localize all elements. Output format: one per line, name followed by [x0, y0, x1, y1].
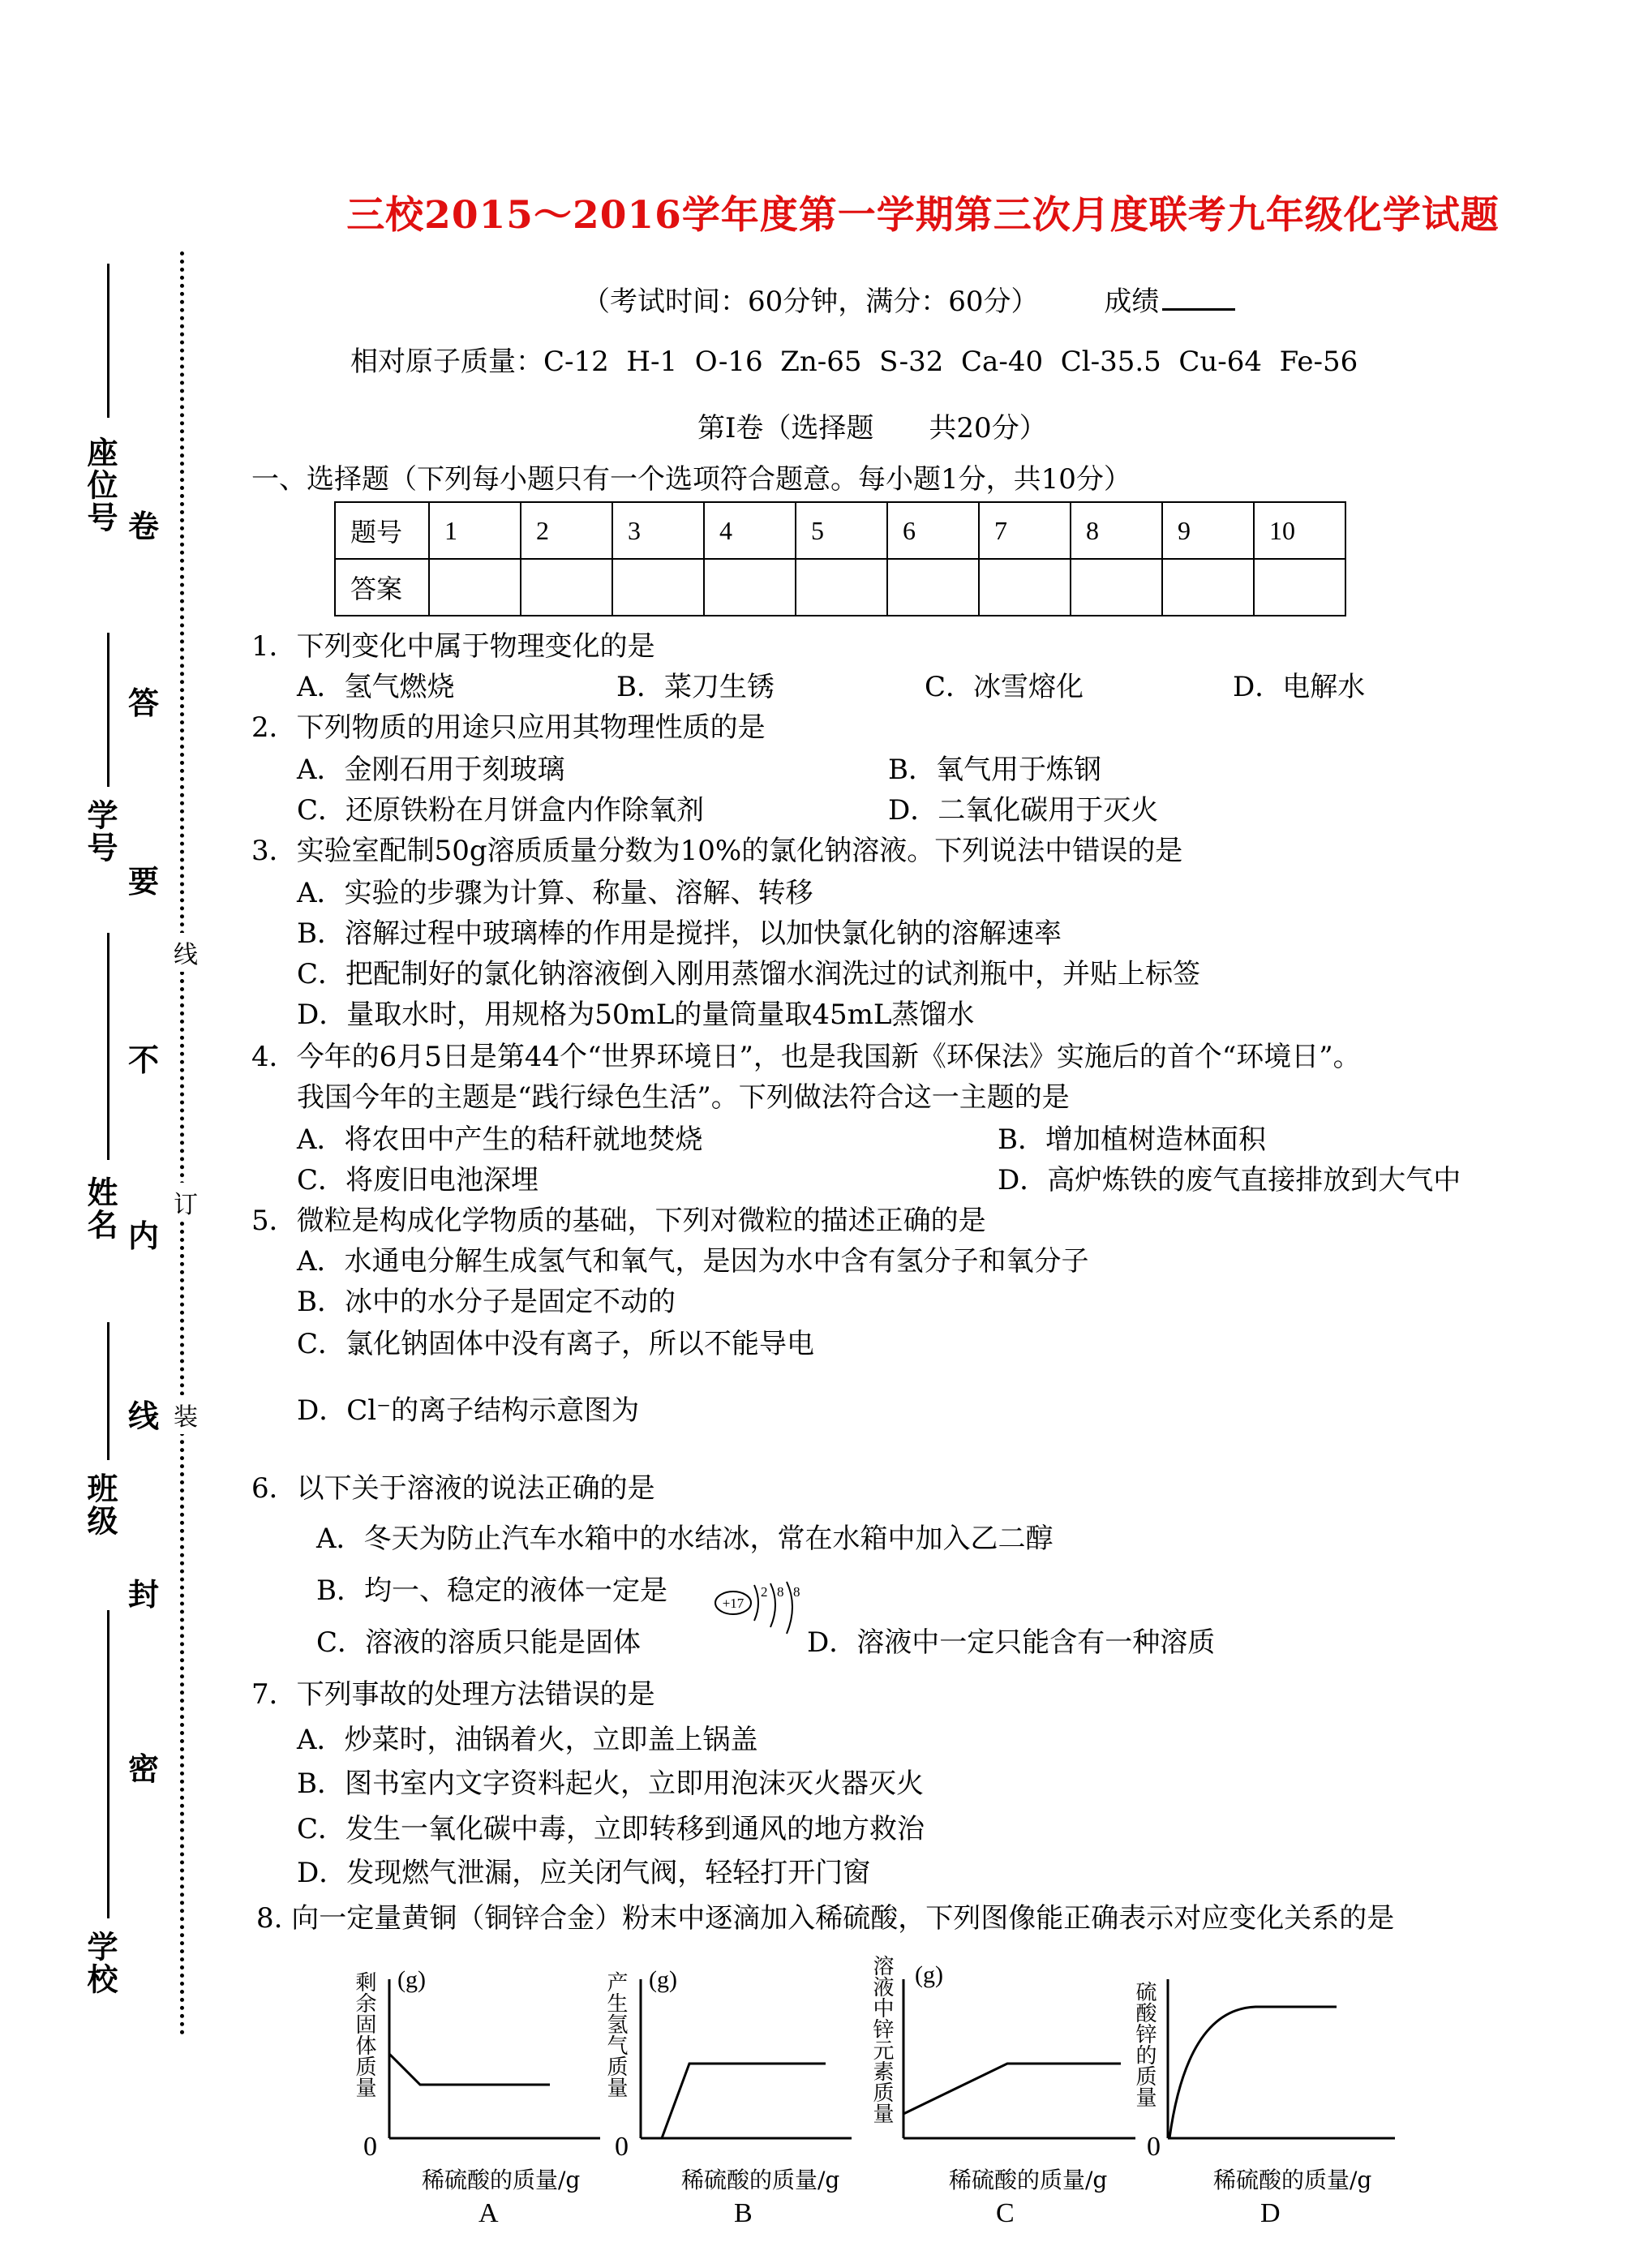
- q2-option-b: B．氧气用于炼钢: [888, 754, 1101, 786]
- chart-b-unit: (g): [649, 1966, 677, 1993]
- q3-option-a: A．实验的步骤为计算、称量、溶解、转移: [297, 877, 813, 909]
- chart-a-label: A: [478, 2198, 499, 2228]
- q5-option-b: B．冰中的水分子是固定不动的: [297, 1286, 676, 1318]
- seal-char-2: 答: [128, 685, 160, 721]
- chart-a-curve: [389, 2054, 550, 2085]
- answer-table-number: 3: [612, 502, 704, 559]
- q3-option-b: B．溶解过程中玻璃棒的作用是搅拌，以加快氯化钠的溶解速率: [297, 917, 1062, 950]
- chart-c-plot: [902, 1979, 1135, 2141]
- answer-table-number: 1: [429, 502, 521, 559]
- chart-a-origin: 0: [363, 2132, 377, 2162]
- q7-stem: 7．下列事故的处理方法错误的是: [251, 1678, 655, 1711]
- answer-table-row-numbers: [335, 502, 1345, 559]
- shell-arc-2: [770, 1583, 775, 1627]
- chart-d-origin: 0: [1147, 2132, 1161, 2162]
- answer-table-answer-label: 答案: [335, 559, 429, 616]
- q2-option-c: C．还原铁粉在月饼盒内作除氧剂: [297, 794, 705, 827]
- answer-cell[interactable]: [796, 559, 887, 616]
- shell-arc-3: [787, 1582, 792, 1634]
- shell-electrons-1: 2: [761, 1584, 768, 1600]
- seal-char-5: 内: [128, 1218, 160, 1254]
- seal-char-1: 卷: [128, 508, 160, 544]
- q2-option-d: D．二氧化碳用于灭火: [888, 794, 1159, 827]
- chart-c-ylabel: 溶液中锌元素质量: [869, 1955, 894, 2124]
- answer-table-number: 9: [1162, 502, 1254, 559]
- chart-c-label: C: [996, 2198, 1015, 2228]
- chloride-ion-diagram: [712, 1580, 808, 1637]
- shell-electrons-2: 8: [777, 1584, 784, 1600]
- q7-option-b: B．图书室内文字资料起火，立即用泡沫灭火器灭火: [297, 1768, 924, 1800]
- chart-c-unit: (g): [915, 1961, 943, 1988]
- blank-name: [107, 933, 109, 1160]
- answer-cell[interactable]: [704, 559, 796, 616]
- chart-b-curve: [662, 2064, 826, 2138]
- answer-cell[interactable]: [521, 559, 612, 616]
- blank-school: [107, 1610, 109, 1918]
- chart-b-ylabel: 产生氢气质量: [603, 1971, 628, 2098]
- answer-table-number: 8: [1071, 502, 1162, 559]
- answer-table-number: 10: [1254, 502, 1345, 559]
- answer-table: [334, 501, 1346, 616]
- chart-a-ylabel: 剩余固体质量: [352, 1971, 376, 2098]
- section1-heading: 一、选择题（下列每小题只有一个选项符合题意。每小题1分，共10分）: [251, 463, 1131, 496]
- chart-a-plot: [388, 1979, 600, 2141]
- label-school: 学校: [82, 1931, 118, 1995]
- q3-option-c: C．把配制好的氯化钠溶液倒入刚用蒸馏水润洗过的试剂瓶中，并贴上标签: [297, 958, 1201, 990]
- q1-stem: 1．下列变化中属于物理变化的是: [251, 630, 655, 663]
- answer-table-number: 6: [887, 502, 979, 559]
- label-name: 姓名: [82, 1176, 118, 1241]
- q5-option-a: A．水通电分解生成氢气和氧气，是因为水中含有氢分子和氧分子: [297, 1245, 1089, 1278]
- q4-stem: 4．今年的6月5日是第44个“世界环境日”，也是我国新《环保法》实施后的首个“环境日”。: [251, 1041, 1361, 1073]
- q6-option-c: C．溶液的溶质只能是固体: [316, 1626, 642, 1659]
- q1-option-c: C．冰雪熔化: [925, 671, 1084, 703]
- q6-option-d: D．溶液中一定只能含有一种溶质: [807, 1626, 1216, 1659]
- binding-dotted-line: [180, 251, 184, 2036]
- blank-seat-number: [107, 264, 109, 418]
- q2-option-a: A．金刚石用于刻玻璃: [297, 754, 565, 786]
- q7-option-a: A．炒菜时，油锅着火，立即盖上锅盖: [297, 1724, 758, 1756]
- answer-cell[interactable]: [1254, 559, 1345, 616]
- exam-time-text: （考试时间：60分钟，满分：60分）: [582, 286, 1039, 318]
- seal-char-8: 密: [128, 1750, 160, 1787]
- chart-d-curve: [1169, 2007, 1337, 2138]
- label-student-id: 学号: [82, 799, 118, 864]
- score-blank[interactable]: [1162, 284, 1235, 311]
- label-seat-number: 座位号: [82, 436, 118, 534]
- q1-option-d: D．电解水: [1233, 671, 1366, 703]
- q4-option-a: A．将农田中产生的秸秆就地焚烧: [297, 1123, 703, 1156]
- chart-d-label: D: [1260, 2198, 1281, 2228]
- q7-option-d: D．发现燃气泄漏，应关闭气阀，轻轻打开门窗: [297, 1857, 871, 1889]
- chart-c-curve: [903, 2064, 1121, 2114]
- chart-a-xlabel: 稀硫酸的质量/g: [422, 2167, 581, 2193]
- q1-option-a: A．氢气燃烧: [297, 671, 455, 703]
- answer-cell[interactable]: [979, 559, 1071, 616]
- q2-stem: 2．下列物质的用途只应用其物理性质的是: [251, 711, 766, 744]
- answer-table-header: 题号: [335, 502, 429, 559]
- chart-c-xlabel: 稀硫酸的质量/g: [949, 2167, 1108, 2193]
- binding-char-line: 线: [174, 933, 198, 972]
- answer-table-row-answers: [335, 559, 1345, 616]
- chart-a: [349, 1963, 600, 2231]
- q4-option-b: B．增加植树造林面积: [998, 1123, 1266, 1156]
- answer-cell[interactable]: [1071, 559, 1162, 616]
- blank-class: [107, 1322, 109, 1460]
- q7-option-c: C．发生一氧化碳中毒，立即转移到通风的地方救治: [297, 1813, 925, 1845]
- answer-table-number: 5: [796, 502, 887, 559]
- q5-option-d: D．Cl⁻的离子结构示意图为: [297, 1394, 640, 1427]
- chart-d: [1127, 1963, 1395, 2231]
- part1-heading: 第Ⅰ卷（选择题 共20分）: [697, 412, 1047, 445]
- seal-char-6: 线: [128, 1398, 160, 1434]
- shell-electrons-3: 8: [793, 1584, 800, 1600]
- answer-cell[interactable]: [429, 559, 521, 616]
- answer-cell[interactable]: [1162, 559, 1254, 616]
- chart-d-ylabel: 硫酸锌的质量: [1132, 1981, 1157, 2107]
- chart-b-label: B: [734, 2198, 753, 2228]
- q6-option-b: B．均一、稳定的液体一定是: [316, 1574, 667, 1607]
- nucleus-charge: +17: [722, 1596, 745, 1611]
- seal-char-4: 不: [128, 1042, 160, 1078]
- q3-option-d: D．量取水时，用规格为50mL的量筒量取45mL蒸馏水: [297, 999, 975, 1031]
- q4-option-c: C．将废旧电池深埋: [297, 1164, 539, 1196]
- chart-d-plot: [1166, 1979, 1395, 2141]
- chart-b-xlabel: 稀硫酸的质量/g: [681, 2167, 840, 2193]
- q4-option-d: D．高炉炼铁的废气直接排放到大气中: [998, 1164, 1461, 1196]
- answer-table-number: 2: [521, 502, 612, 559]
- chart-d-xlabel: 稀硫酸的质量/g: [1213, 2167, 1372, 2193]
- q1-option-b: B．菜刀生锈: [616, 671, 775, 703]
- page-title: 三校2015～2016学年度第一学期第三次月度联考九年级化学试题: [346, 193, 1500, 238]
- q5-stem: 5．微粒是构成化学物质的基础，下列对微粒的描述正确的是: [251, 1205, 986, 1237]
- chart-c: [868, 1955, 1135, 2231]
- answer-table-number: 7: [979, 502, 1071, 559]
- chart-b-origin: 0: [615, 2132, 629, 2162]
- answer-cell[interactable]: [887, 559, 979, 616]
- score-label: 成绩: [1104, 286, 1160, 318]
- q8-stem: 8. 向一定量黄铜（铜锌合金）粉末中逐滴加入稀硫酸，下列图像能正确表示对应变化关系的是: [256, 1902, 1395, 1935]
- exam-info: [582, 279, 1235, 319]
- label-class: 班级: [82, 1472, 118, 1537]
- q6-stem: 6．以下关于溶液的说法正确的是: [251, 1472, 655, 1505]
- seal-char-7: 封: [128, 1576, 160, 1613]
- q4-stem-continued: 我国今年的主题是“践行绿色生活”。下列做法符合这一主题的是: [297, 1081, 1070, 1114]
- answer-cell[interactable]: [612, 559, 704, 616]
- chart-b-plot: [639, 1979, 852, 2141]
- binding-char-bind: 装: [174, 1395, 198, 1434]
- q5-option-c: C．氯化钠固体中没有离子，所以不能导电: [297, 1328, 815, 1360]
- q6-option-a: A．冬天为防止汽车水箱中的水结冰，常在水箱中加入乙二醇: [316, 1523, 1054, 1555]
- chart-b: [600, 1963, 852, 2231]
- atomic-mass-line: 相对原子质量：C-12 H-1 O-16 Zn-65 S-32 Ca-40 Cl-35.5 Cu-64 Fe-56: [350, 346, 1358, 378]
- seal-char-3: 要: [128, 863, 160, 900]
- answer-table-number: 4: [704, 502, 796, 559]
- shell-arc-1: [754, 1585, 758, 1621]
- chart-a-unit: (g): [397, 1966, 426, 1993]
- blank-student-id: [107, 633, 109, 787]
- binding-char-staple: 订: [174, 1183, 198, 1222]
- q3-stem: 3．实验室配制50g溶质质量分数为10%的氯化钠溶液。下列说法中错误的是: [251, 835, 1183, 867]
